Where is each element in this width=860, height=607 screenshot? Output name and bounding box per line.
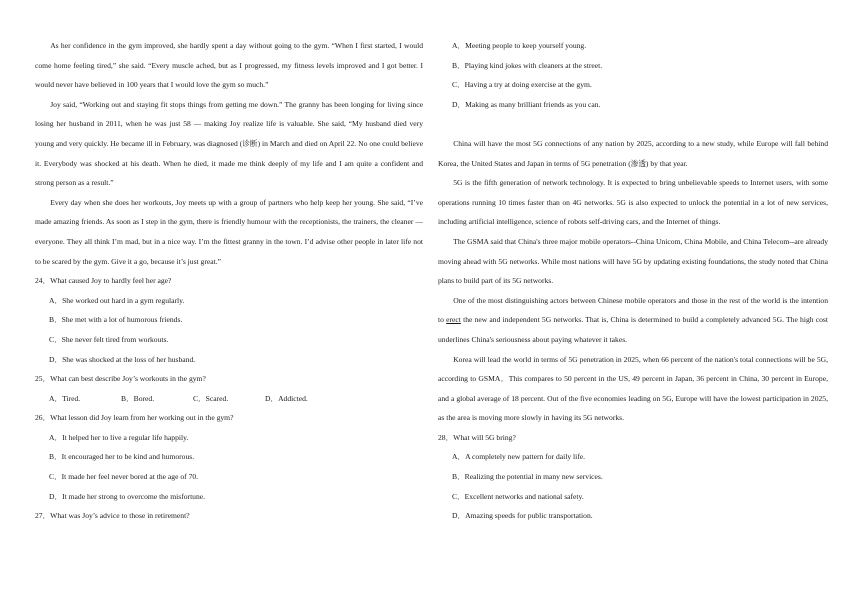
question-26-option-c: C．It made her feel never bored at the age of 70.: [49, 472, 199, 482]
question-27-option-c: C．Having a try at doing exercise at the gym.: [452, 80, 592, 90]
passage-paragraph: [438, 291, 828, 350]
question-24-option-b: B．She met with a lot of humorous friends.: [49, 315, 183, 325]
question-27: 27．What was Joy’s advice to those in retirement?: [35, 511, 190, 521]
question-27-option-d: D．Making as many brilliant friends as you can.: [452, 99, 601, 109]
question-25-option-a: A．Tired.: [49, 393, 81, 403]
paragraph-text: the new and independent 5G networks. That is, China is determined to build a completely advanced 5G. The high cost underlines China's seriousness about paying whatever it takes.: [438, 315, 828, 344]
question-24-option-c: C．She never felt tired from workouts.: [49, 334, 169, 344]
question-25-option-b: B．Bored.: [121, 393, 155, 403]
left-column: [35, 36, 423, 526]
question-28-option-a: A．A completely new pattern for daily life.: [452, 452, 586, 462]
question-24-option-a: A．She worked out hard in a gym regularly.: [49, 295, 185, 305]
underlined-word: erect: [446, 315, 461, 325]
passage-paragraph: Joy said, “Working out and staying fit stops things from getting me down.” The granny has been longing for living since losing her husband in 2011, when he was just 58 — making Joy realize life is valuable. She said, “My husband died very young and very quickly. He became ill in February, was diagnosed (诊断) in March and died on April 22. No one could believe it. Everybody was shocked at his death. When he died, it made me think deeply of my life and I am quite a confident and strong person as a result.”: [35, 99, 423, 188]
question-25-option-d: D．Addicted.: [265, 393, 308, 403]
question-28: 28．What will 5G bring?: [438, 432, 516, 442]
question-28-option-c: C．Excellent networks and national safety.: [452, 491, 584, 501]
passage-paragraph: Every day when she does her workouts, Joy meets up with a group of partners who help keep her young. She said, “I’ve made amazing friends. As soon as I step in the gym, there is friendly humour with the receptionists, the trainers, the cleaner — everyone. They all think I’m mad, but in a nice way. I’m the fittest granny in the town. I’d advise other people in later life not to be scared by the gym. Give it a go, because it’s just great.”: [35, 197, 423, 266]
question-27-option-b: B．Playing kind jokes with cleaners at the street.: [452, 60, 603, 70]
question-25-option-c: C．Scared.: [193, 393, 229, 403]
passage-paragraph: The GSMA said that China's three major mobile operators--China Unicom, China Mobile, and China Telecom--are already moving ahead with 5G networks. While most nations will have 5G by updating existing foundations, the study noted that China plans to build part of its 5G networks.: [438, 236, 828, 286]
passage-paragraph: Korea will lead the world in terms of 5G penetration in 2025, when 66 percent of the nation's total connections will be 5G, according to GSMA．This compares to 50 percent in the US, 49 percent in Japan, 36 percent in China, 30 percent in Europe, and a global average of 18 percent. Out of the five economies leading on 5G, Europe will have the lowest participation in 2025, as the area is moving more slowly in having its 5G networks.: [438, 354, 828, 423]
question-24-option-d: D．She was shocked at the loss of her husband.: [49, 354, 196, 364]
section-gap: [438, 114, 828, 134]
right-column: [438, 36, 828, 526]
question-26-option-b: B．It encouraged her to be kind and humorous.: [49, 452, 195, 462]
passage-paragraph: China will have the most 5G connections of any nation by 2025, according to a new study, while Europe will fall behind Korea, the United States and Japan in terms of 5G penetration (渗透) by that year.: [438, 138, 828, 168]
question-25-options: [35, 389, 423, 409]
passage-paragraph: As her confidence in the gym improved, she hardly spent a day without going to the gym. “When I first started, I would come home feeling tired,” she said. “Every muscle ached, but as I progressed, my fitness levels improved and I got better. I would never have believed in 100 years that I would love the gym so much.”: [35, 41, 423, 90]
passage-paragraph: 5G is the fifth generation of network technology. It is expected to bring unbelievable speeds to Internet users, with some operations running 10 times faster than on 4G networks. 5G is also expected to unlock the potential in a lot of new services, including artificial intelligence, science of robots self-driving cars, and the Internet of things.: [438, 178, 828, 227]
question-27-option-a: A．Meeting people to keep yourself young.: [452, 41, 587, 50]
paragraph-text: One of the most distinguishing actors between Chinese mobile operators and those in the rest of the world is the intention to: [438, 295, 828, 325]
question-24: 24．What caused Joy to hardly feel her age?: [35, 276, 172, 286]
question-28-option-d: D．Amazing speeds for public transportation.: [452, 511, 593, 521]
question-26-option-d: D．It made her strong to overcome the misfortune.: [49, 491, 206, 501]
question-26: 26．What lesson did Joy learn from her working out in the gym?: [35, 413, 234, 423]
question-28-option-b: B．Realizing the potential in many new services.: [452, 472, 603, 482]
question-26-option-a: A．It helped her to live a regular life happily.: [49, 432, 189, 442]
question-25: 25．What can best describe Joy’s workouts in the gym?: [35, 374, 206, 384]
